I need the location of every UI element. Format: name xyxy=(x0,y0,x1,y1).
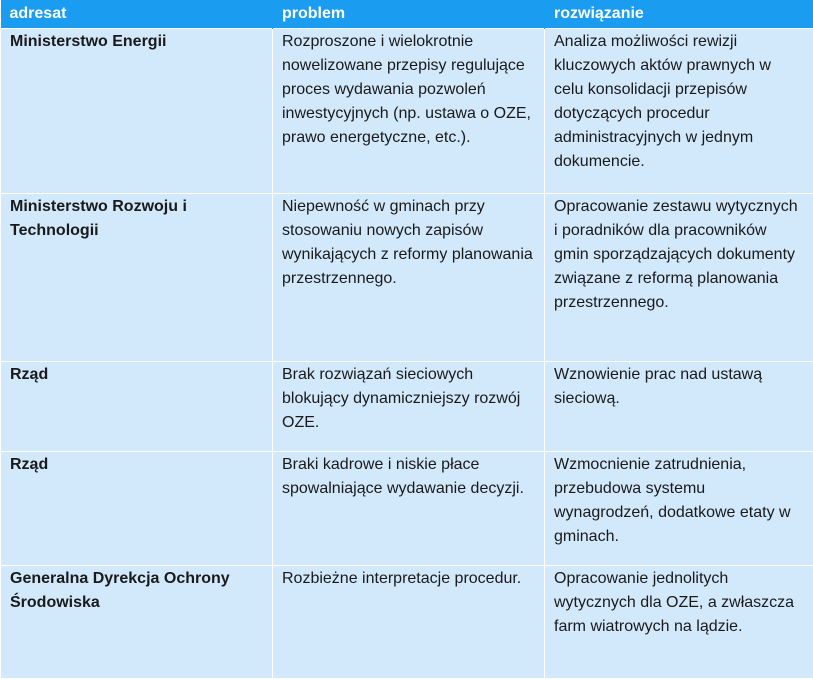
header-problem: problem xyxy=(273,0,545,29)
cell-rozwiazanie: Opracowanie jednolitych wytycznych dla OZE, a zwłaszcza farm wiatrowych na lądzie. xyxy=(545,566,813,679)
cell-problem: Brak rozwiązań sieciowych blokujący dynamiczniejszy rozwój OZE. xyxy=(273,362,545,452)
header-adresat: adresat xyxy=(1,0,273,29)
cell-rozwiazanie: Opracowanie zestawu wytycznych i poradników dla pracowników gmin sporządzających dokumenty związane z reformą planowania przestrzennego. xyxy=(545,194,813,362)
cell-adresat: Rząd xyxy=(1,452,273,566)
cell-adresat: Generalna Dyrekcja Ochrony Środowiska xyxy=(1,566,273,679)
cell-adresat: Rząd xyxy=(1,362,273,452)
cell-rozwiazanie: Analiza możliwości rewizji kluczowych aktów prawnych w celu konsolidacji przepisów dotyczących procedur administracyjnych w jednym dokumencie. xyxy=(545,29,813,194)
cell-rozwiazanie: Wzmocnienie zatrudnienia, przebudowa systemu wynagrodzeń, dodatkowe etaty w gminach. xyxy=(545,452,813,566)
cell-rozwiazanie: Wznowienie prac nad ustawą sieciową. xyxy=(545,362,813,452)
cell-problem: Braki kadrowe i niskie płace spowalniające wydawanie decyzji. xyxy=(273,452,545,566)
cell-problem: Niepewność w gminach przy stosowaniu nowych zapisów wynikających z reformy planowania przestrzennego. xyxy=(273,194,545,362)
header-row xyxy=(1,0,813,29)
table-row xyxy=(1,452,813,566)
cell-problem: Rozbieżne interpretacje procedur. xyxy=(273,566,545,679)
header-rozwiazanie: rozwiązanie xyxy=(545,0,813,29)
table-row xyxy=(1,566,813,679)
table-row xyxy=(1,194,813,362)
cell-adresat: Ministerstwo Energii xyxy=(1,29,273,194)
cell-adresat: Ministerstwo Rozwoju i Technologii xyxy=(1,194,273,362)
table-row xyxy=(1,29,813,194)
table-row xyxy=(1,362,813,452)
cell-problem: Rozproszone i wielokrotnie nowelizowane przepisy regulujące proces wydawania pozwoleń inwestycyjnych (np. ustawa o OZE, prawo energetyczne, etc.). xyxy=(273,29,545,194)
